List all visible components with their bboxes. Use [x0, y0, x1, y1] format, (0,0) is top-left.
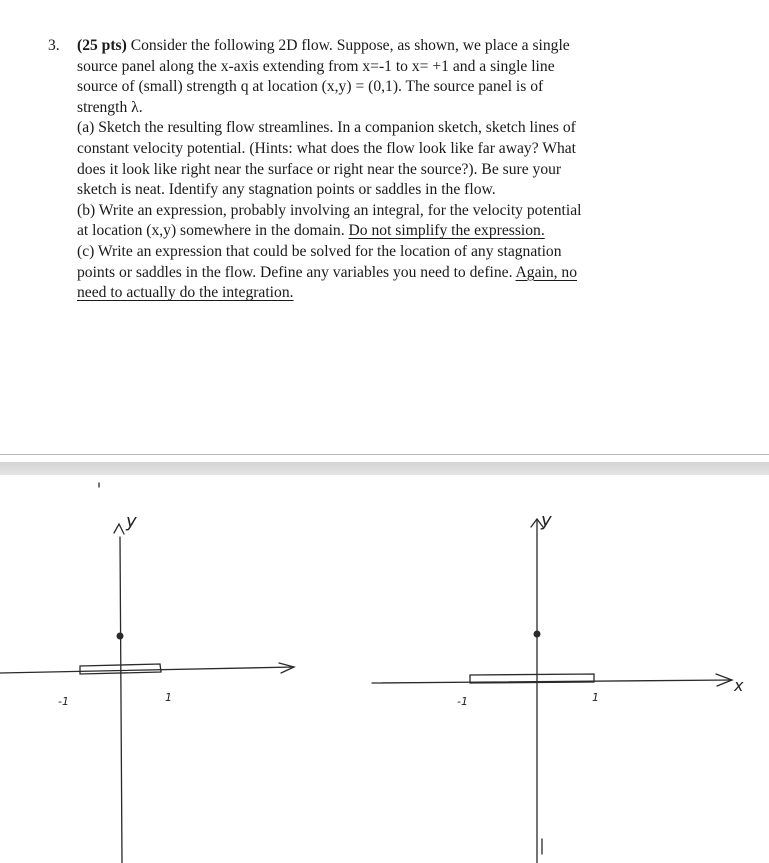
- part-a-line-4: sketch is neat. Identify any stagnation points or saddles in the flow.: [77, 181, 496, 199]
- problem-line-1-text: Consider the following 2D flow. Suppose, as shown, we place a single: [126, 37, 570, 54]
- left-neg-tick-label: -1: [58, 695, 69, 708]
- problem-line-4: strength λ.: [77, 98, 143, 116]
- left-y-axis: [120, 537, 122, 863]
- right-y-label: y: [541, 510, 552, 531]
- right-neg-tick-label: -1: [457, 695, 468, 708]
- part-c-line-2: [77, 263, 688, 284]
- right-x-label: x: [734, 676, 744, 695]
- sketch-canvas: [0, 475, 769, 863]
- left-line-source: [117, 633, 124, 640]
- part-c-line-1: (c) Write an expression that could be solved for the location of any stagnation: [77, 242, 562, 260]
- right-pos-tick-label: 1: [592, 691, 599, 704]
- part-c-emphasis-1: Again, no: [515, 263, 578, 281]
- left-y-arrow: [114, 524, 124, 534]
- problem-line-2: source panel along the x-axis extending from x=-1 to x= +1 and a single line: [77, 57, 555, 75]
- part-b-line-2-text: at location (x,y) somewhere in the domain.: [77, 222, 349, 240]
- sketch-figure: [0, 475, 769, 863]
- left-x-arrow: [279, 663, 294, 673]
- problem-number: 3.: [48, 37, 60, 54]
- part-b-line-2: [77, 221, 688, 242]
- part-b-line-1: (b) Write an expression, probably involving an integral, for the velocity potential: [77, 201, 582, 219]
- part-c-line-2-text: points or saddles in the flow. Define any variables you need to define.: [77, 263, 516, 281]
- part-c-emphasis-2: need to actually do the integration.: [77, 284, 294, 302]
- problem-points: (25 pts): [77, 37, 127, 54]
- problem-line-3: source of (small) strength q at location (x,y) = (0,1). The source panel is of: [77, 78, 544, 96]
- problem-statement: [48, 36, 688, 304]
- problem-text: [77, 36, 688, 304]
- part-a-line-1: (a) Sketch the resulting flow streamlines. In a companion sketch, sketch lines of: [77, 119, 576, 137]
- part-a-line-2: constant velocity potential. (Hints: what does the flow look like far away? What: [77, 139, 577, 157]
- page-divider: [0, 454, 769, 455]
- left-pos-tick-label: 1: [165, 691, 172, 704]
- right-line-source: [534, 631, 541, 638]
- part-c-line-3: [77, 283, 688, 304]
- part-a-line-3: does it look like right near the surface or right near the source?). Be sure your: [77, 160, 562, 178]
- left-y-label: y: [126, 511, 137, 532]
- problem-line-1: [77, 36, 688, 57]
- scan-band: [0, 462, 769, 475]
- part-b-emphasis: Do not simplify the expression.: [348, 222, 545, 240]
